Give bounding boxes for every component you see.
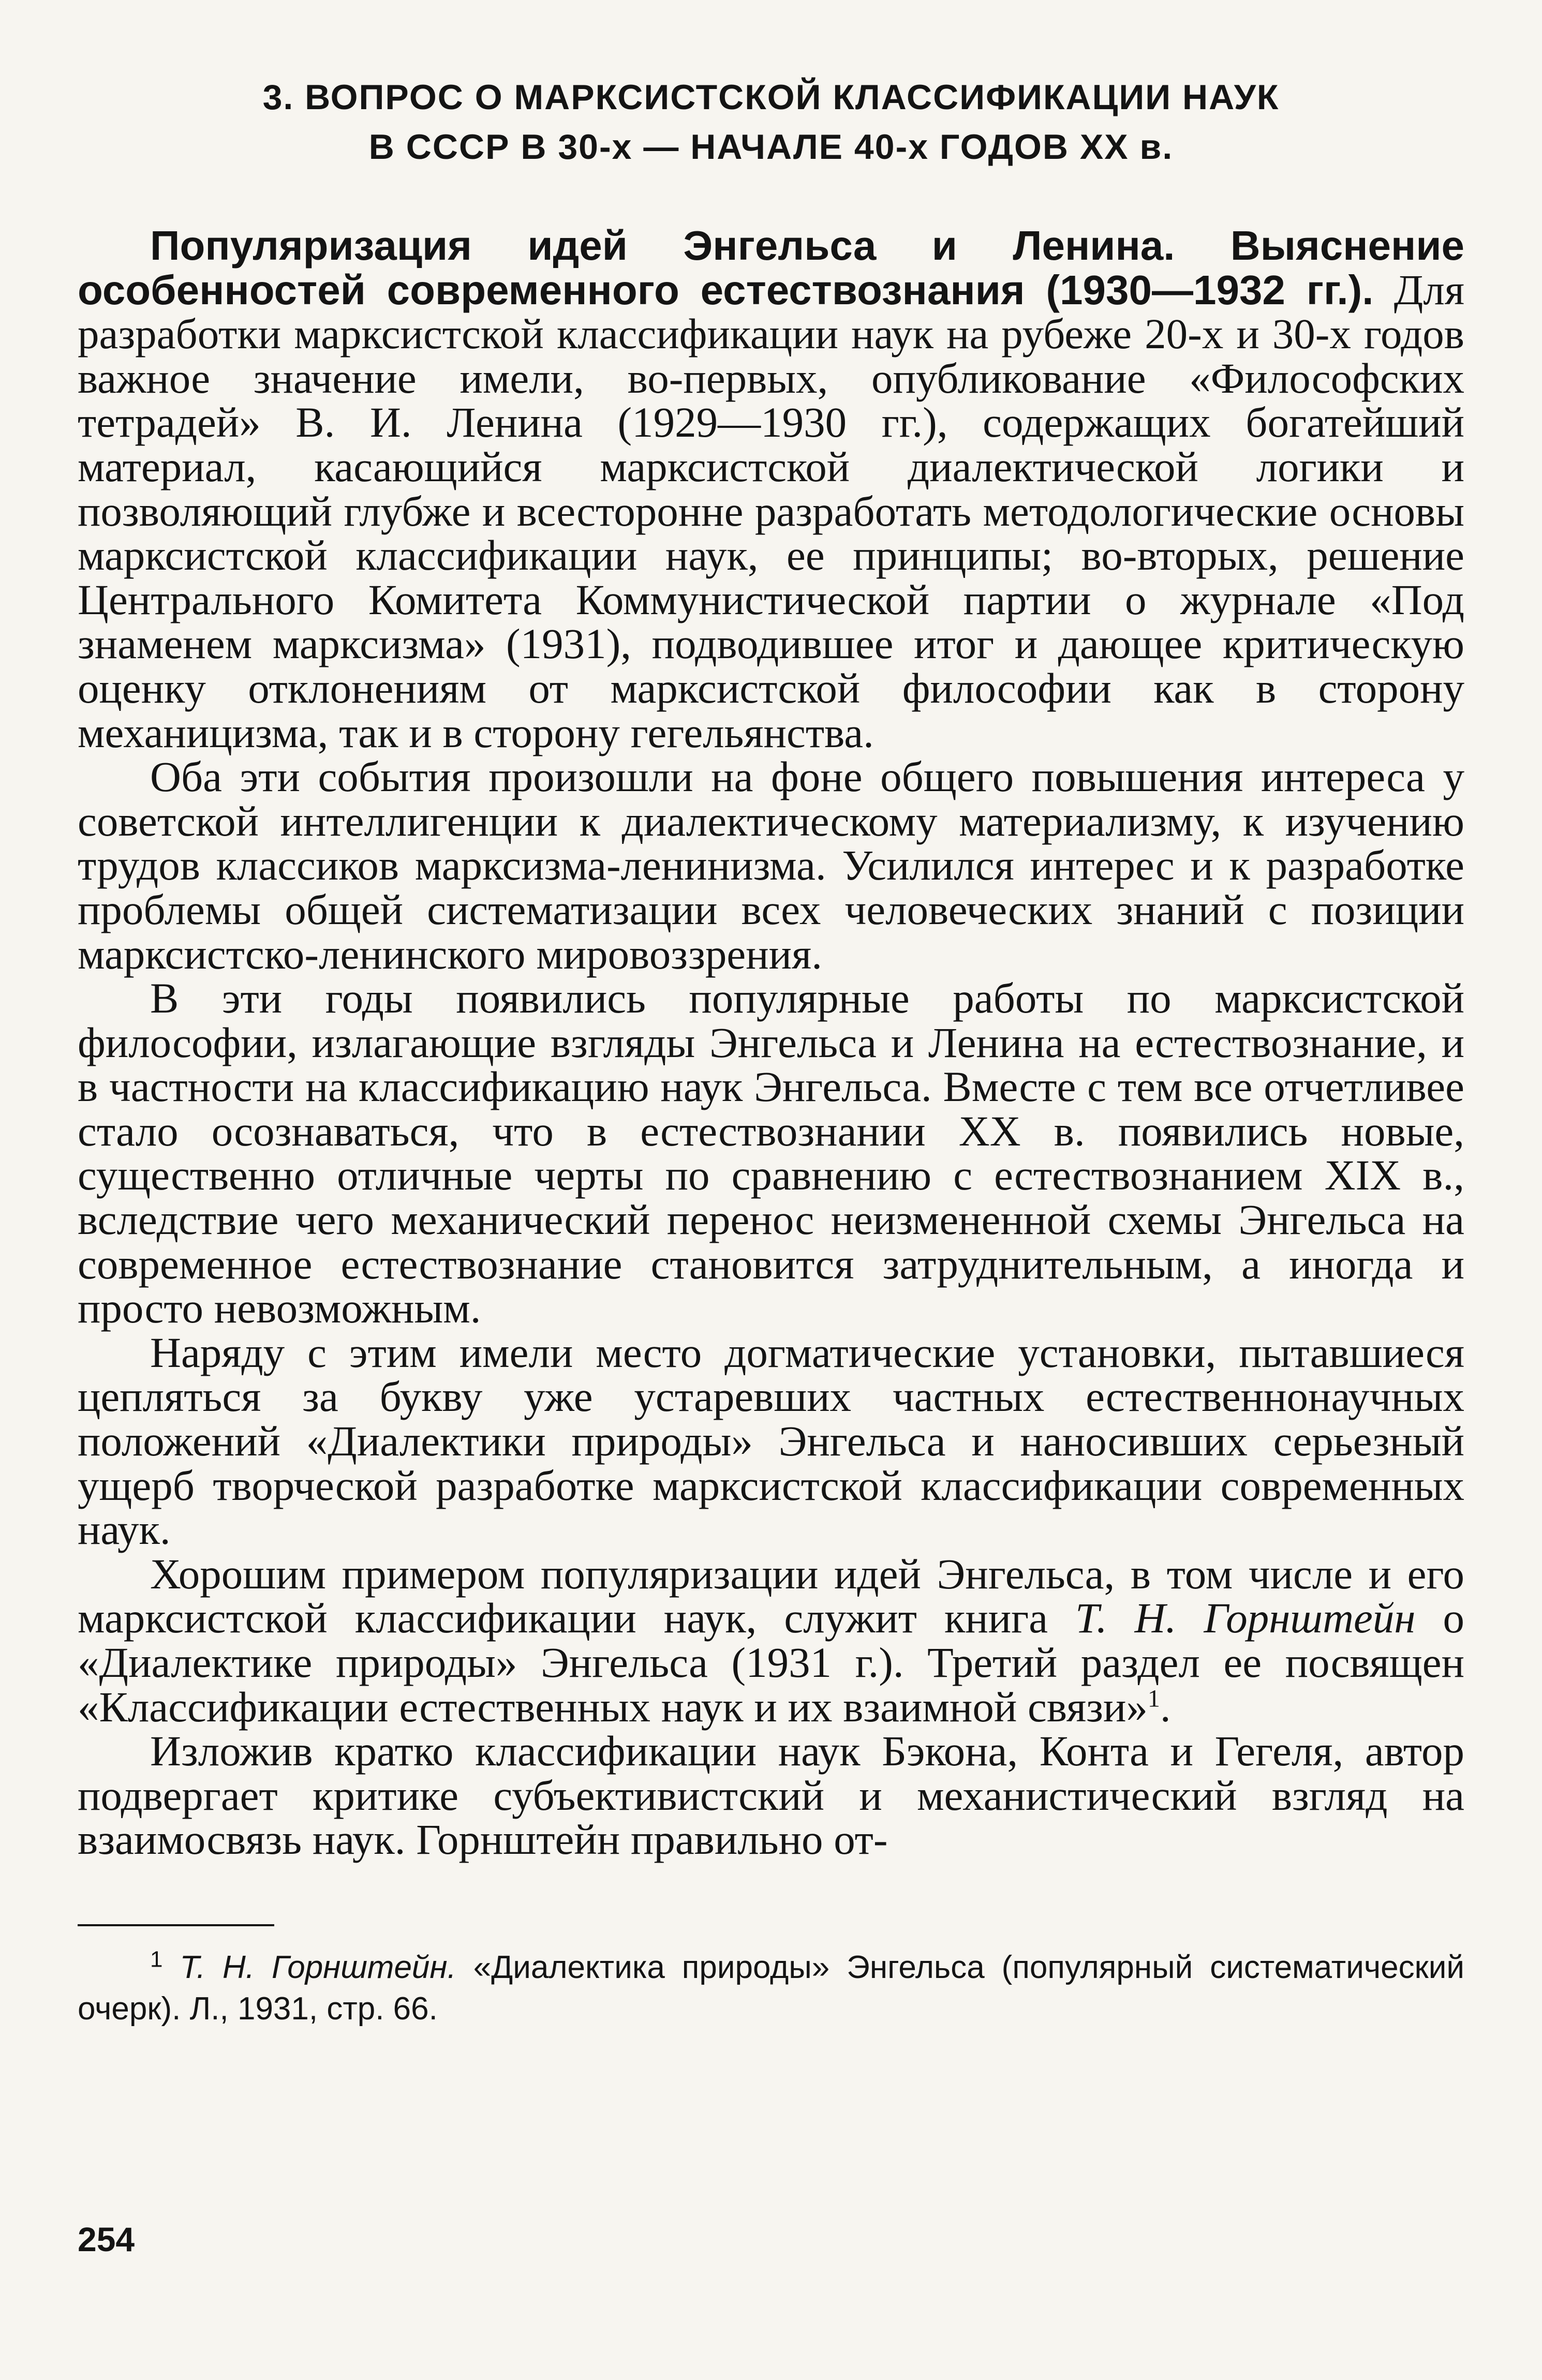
paragraph-5-text-end: о «Диалектике природы» Энгельса (1931 г.). Третий раздел ее посвящен «Классификации естественных наук и их взаимной связи»: [78, 1594, 1465, 1731]
paragraph-3: В эти годы появились популярные работы по марксистской философии, излагающие взгляды Энгельса и Ленина на естествознание, и в частности на классификацию наук Энгельса. Вместе с тем все отчетливее стало осознаваться, что в естествознании XX в. появились новые, существенно отличные черты по сравнению с естествознанием XIX в., вследствие чего механический перенос неизмененной схемы Энгельса на современное естествознание становится затруднительным, а иногда и просто невозможным.: [78, 974, 1464, 1332]
paragraph-6: Изложив кратко классификации наук Бэкона, Конта и Гегеля, автор подвергает критике субъективистский и механистический взгляд на взаимосвязь наук. Горнштейн правильно от-: [78, 1727, 1464, 1864]
paragraph-5: [78, 1552, 1464, 1729]
footnote-divider: [78, 1924, 274, 1926]
paragraph-5-text-start: Хорошим примером популяризации идей Энгельса, в том числе и его марксистской классификации наук, служит книга: [78, 1550, 1464, 1642]
footnote: [78, 1947, 1464, 2030]
paragraph-1-text: Для разработки марксистской классификации наук на рубеже 20-х и 30-х годов важное значение имели, во-первых, опубликование «Философских тетрадей» В. И. Ленина (1929—1930 гг.), содержащих богатейший материал, касающийся марксистской диалектической логики и позволяющий глубже и всесторонне разработать методологические основы марксистской классификации наук, ее принципы; во-вторых, решение Центрального Комитета Коммунистической партии о журнале «Под знаменем марксизма» (1931), подводившее итог и дающее критическую оценку отклонениям от марксистской философии как в сторону механицизма, так и в сторону гегельянства.: [78, 265, 1465, 756]
body-text: [78, 224, 1464, 1862]
section-heading-line-1: 3. ВОПРОС О МАРКСИСТСКОЙ КЛАССИФИКАЦИИ НАУК: [262, 78, 1280, 117]
footnote-reference: 1: [1147, 1684, 1160, 1712]
page-number: 254: [78, 2220, 135, 2258]
paragraph-5-period: .: [1160, 1683, 1171, 1731]
paragraph-1: [78, 224, 1464, 755]
section-heading: [78, 72, 1464, 172]
footnote-mark: 1: [150, 1946, 163, 1972]
author-name-italic: Т. Н. Горнштейн: [1075, 1594, 1416, 1642]
paragraph-4: Наряду с этим имели место догматические установки, пытавшиеся цепляться за букву уже устаревших частных естественнонаучных положений «Диалектики природы» Энгельса и наносивших серьезный ущерб творческой разработке марксистской классификации современных наук.: [78, 1328, 1464, 1554]
footnote-author: Т. Н. Горнштейн.: [180, 1949, 456, 1985]
section-heading-line-2: В СССР В 30-х — НАЧАЛЕ 40-х ГОДОВ XX в.: [368, 127, 1174, 167]
paragraph-2: Оба эти события произошли на фоне общего повышения интереса у советской интеллигенции к диалектическому материализму, к изучению трудов классиков марксизма-ленинизма. Усилился интерес и к разработке проблемы общей систематизации всех человеческих знаний с позиции марксистско-ленинского мировоззрения.: [78, 753, 1464, 978]
footnote-text: «Диалектика природы» Энгельса (популярный систематический очерк). Л., 1931, стр. 66.: [78, 1949, 1465, 2027]
paragraph-lead-heading: Популяризация идей Энгельса и Ленина. Выяснение особенностей современного естествознания (1930—1932 гг.).: [78, 222, 1464, 313]
book-page: [78, 72, 1464, 2030]
